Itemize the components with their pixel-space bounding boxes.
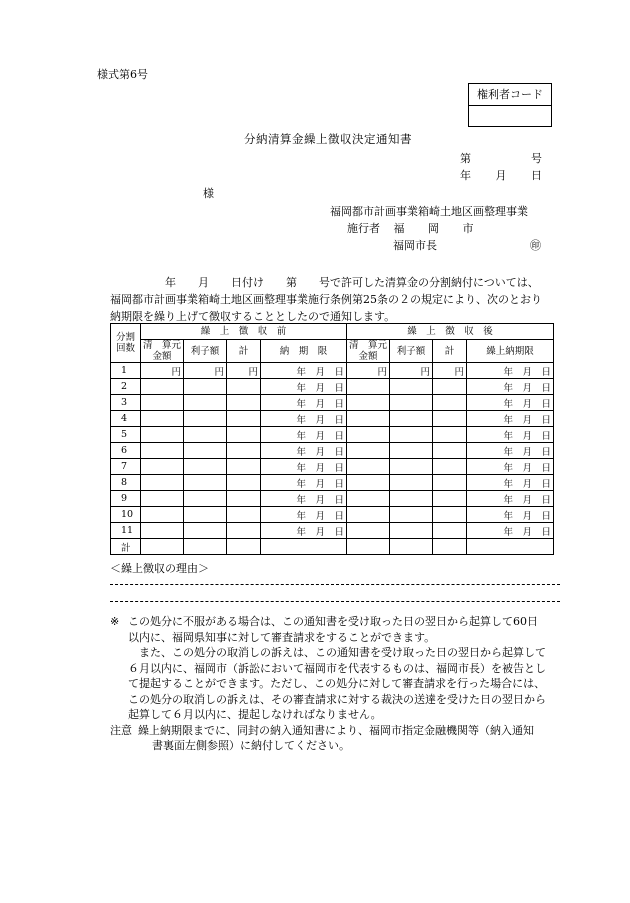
before-principal-total bbox=[141, 539, 184, 555]
table-row bbox=[111, 475, 554, 491]
before-due-date-cell: 年 月 日 bbox=[261, 459, 347, 475]
after-interest-cell bbox=[390, 523, 433, 539]
table-row bbox=[111, 379, 554, 395]
after-principal-cell bbox=[347, 459, 390, 475]
before-principal-header: 清 算元金額 bbox=[141, 340, 184, 363]
before-interest-cell: 円 bbox=[184, 363, 227, 379]
payment-caution-note bbox=[110, 723, 560, 754]
after-principal-cell bbox=[347, 507, 390, 523]
before-due-date-cell: 年 月 日 bbox=[261, 475, 347, 491]
installment-number: 5 bbox=[111, 427, 141, 443]
total-label: 計 bbox=[111, 539, 141, 555]
installment-number: 11 bbox=[111, 523, 141, 539]
note-line: ６月以内に、福岡市（訴訟において福岡市を代表するものは、福岡市長）を被告とし bbox=[128, 661, 546, 675]
before-total-cell bbox=[227, 507, 261, 523]
note-line: 繰上納期限までに、同封の納入通知書により、福岡市指定金融機関等（納入通知 bbox=[138, 723, 534, 737]
caution-mark: 注意 bbox=[110, 723, 132, 737]
before-interest-cell bbox=[184, 379, 227, 395]
table-row bbox=[111, 363, 554, 379]
after-interest-cell bbox=[390, 459, 433, 475]
body-line-3: 納期限を繰り上げて徴収することとしたので通知します。 bbox=[110, 310, 396, 323]
after-interest-cell bbox=[390, 395, 433, 411]
table-row bbox=[111, 491, 554, 507]
installment-number: 10 bbox=[111, 507, 141, 523]
before-interest-cell bbox=[184, 411, 227, 427]
rights-holder-code-box bbox=[468, 83, 552, 127]
before-interest-cell bbox=[184, 427, 227, 443]
after-principal-cell bbox=[347, 475, 390, 491]
after-due-date-header: 繰上納期限 bbox=[467, 340, 554, 363]
after-due-date-cell: 年 月 日 bbox=[467, 475, 554, 491]
after-due-date-cell: 年 月 日 bbox=[467, 507, 554, 523]
before-due-date-cell: 年 月 日 bbox=[261, 363, 347, 379]
rights-holder-code-label: 権利者コード bbox=[469, 84, 551, 106]
before-interest-cell bbox=[184, 443, 227, 459]
before-interest-cell bbox=[184, 507, 227, 523]
before-interest-cell bbox=[184, 491, 227, 507]
after-principal-cell: 円 bbox=[347, 363, 390, 379]
after-acceleration-header: 繰 上 徴 収 後 bbox=[347, 324, 554, 340]
after-interest-cell bbox=[390, 411, 433, 427]
after-principal-header: 清 算元金額 bbox=[347, 340, 390, 363]
note-mark: ※ bbox=[110, 615, 120, 628]
before-principal-cell bbox=[141, 395, 184, 411]
note-line: て提起することができます。ただし、この処分に対して審査請求を行った場合には、 bbox=[128, 677, 546, 690]
before-total-total bbox=[227, 539, 261, 555]
table-row bbox=[111, 427, 554, 443]
before-interest-cell bbox=[184, 459, 227, 475]
after-interest-cell bbox=[390, 491, 433, 507]
issuer-name-b: 岡 bbox=[428, 222, 439, 235]
issuer-title: 福岡市長 bbox=[393, 239, 437, 252]
installment-number-header: 分割回数 bbox=[111, 324, 141, 363]
before-total-cell: 円 bbox=[227, 363, 261, 379]
table-total-row bbox=[111, 539, 554, 555]
after-principal-cell bbox=[347, 427, 390, 443]
installment-number: 2 bbox=[111, 379, 141, 395]
table-row bbox=[111, 523, 554, 539]
notice-body bbox=[110, 274, 558, 325]
installment-schedule-table bbox=[110, 323, 554, 555]
document-date-line bbox=[460, 167, 542, 183]
before-due-date-cell: 年 月 日 bbox=[261, 395, 347, 411]
before-interest-cell bbox=[184, 395, 227, 411]
after-principal-cell bbox=[347, 443, 390, 459]
before-due-date-cell: 年 月 日 bbox=[261, 523, 347, 539]
body-indent bbox=[110, 276, 165, 289]
date-day: 日 bbox=[531, 169, 542, 182]
after-principal-total bbox=[347, 539, 390, 555]
after-due-date-cell: 年 月 日 bbox=[467, 411, 554, 427]
before-principal-cell bbox=[141, 427, 184, 443]
after-interest-cell bbox=[390, 427, 433, 443]
reason-line-1 bbox=[110, 584, 560, 585]
before-principal-cell bbox=[141, 411, 184, 427]
after-principal-cell bbox=[347, 379, 390, 395]
before-principal-cell bbox=[141, 507, 184, 523]
before-principal-cell bbox=[141, 443, 184, 459]
issuer-name-c: 市 bbox=[462, 222, 474, 235]
table-row bbox=[111, 395, 554, 411]
notes-section bbox=[110, 614, 560, 754]
before-total-cell bbox=[227, 523, 261, 539]
before-due-date-cell: 年 月 日 bbox=[261, 443, 347, 459]
document-number-line bbox=[460, 150, 542, 166]
body-line-2: 福岡都市計画事業箱崎土地区画整理事業施行条例第25条の２の規定により、次のとおり bbox=[110, 293, 542, 306]
after-due-date-cell: 年 月 日 bbox=[467, 443, 554, 459]
addressee-honorific: 様 bbox=[203, 187, 214, 200]
before-due-date-cell: 年 月 日 bbox=[261, 507, 347, 523]
before-total-cell bbox=[227, 443, 261, 459]
before-principal-cell bbox=[141, 475, 184, 491]
note-line: また、この処分の取消しの訴えは、この通知書を受け取った日の翌日から起算して bbox=[139, 646, 546, 659]
installment-number: 9 bbox=[111, 491, 141, 507]
number-prefix: 第 bbox=[460, 152, 471, 165]
table-row bbox=[111, 507, 554, 523]
after-due-date-cell: 年 月 日 bbox=[467, 491, 554, 507]
issuer-role: 施行者 bbox=[347, 222, 380, 235]
after-due-date-cell: 年 月 日 bbox=[467, 427, 554, 443]
after-total-cell bbox=[433, 395, 467, 411]
table-row bbox=[111, 459, 554, 475]
after-principal-cell bbox=[347, 523, 390, 539]
note-line: 起算して６月以内に、提起しなければなりません。 bbox=[128, 708, 382, 721]
installment-number: 4 bbox=[111, 411, 141, 427]
after-interest-cell bbox=[390, 379, 433, 395]
after-interest-cell: 円 bbox=[390, 363, 433, 379]
before-total-cell bbox=[227, 411, 261, 427]
before-interest-cell bbox=[184, 523, 227, 539]
before-due-date-cell: 年 月 日 bbox=[261, 491, 347, 507]
before-principal-cell bbox=[141, 459, 184, 475]
date-month: 月 bbox=[495, 169, 507, 182]
before-total-cell bbox=[227, 491, 261, 507]
before-due-date-cell: 年 月 日 bbox=[261, 379, 347, 395]
issuer-project-name: 福岡都市計画事業箱崎土地区画整理事業 bbox=[330, 205, 528, 218]
document-title: 分納清算金繰上徴収決定通知書 bbox=[244, 132, 412, 146]
reason-line-2 bbox=[110, 601, 560, 602]
after-principal-cell bbox=[347, 491, 390, 507]
after-principal-cell bbox=[347, 395, 390, 411]
after-total-cell bbox=[433, 379, 467, 395]
installment-number: 6 bbox=[111, 443, 141, 459]
after-due-date-cell: 年 月 日 bbox=[467, 523, 554, 539]
after-interest-cell bbox=[390, 475, 433, 491]
after-total-total bbox=[433, 539, 467, 555]
before-total-cell bbox=[227, 379, 261, 395]
after-interest-header: 利子額 bbox=[390, 340, 433, 363]
note-line: この処分に不服がある場合は、この通知書を受け取った日の翌日から起算して60日 bbox=[128, 615, 538, 628]
before-total-cell bbox=[227, 475, 261, 491]
before-acceleration-header: 繰 上 徴 収 前 bbox=[141, 324, 347, 340]
table-row bbox=[111, 411, 554, 427]
issuer-name-a: 福 bbox=[393, 222, 405, 235]
after-principal-cell bbox=[347, 411, 390, 427]
before-due-date-cell: 年 月 日 bbox=[261, 411, 347, 427]
after-interest-total bbox=[390, 539, 433, 555]
after-total-header: 計 bbox=[433, 340, 467, 363]
after-due-date-cell: 年 月 日 bbox=[467, 363, 554, 379]
note-line: この処分の取消しの訴えは、その審査請求に対する裁決の送達を受けた日の翌日から bbox=[128, 692, 546, 706]
before-due-date-header: 納 期 限 bbox=[261, 340, 347, 363]
form-number: 様式第6号 bbox=[97, 68, 148, 81]
before-interest-cell bbox=[184, 475, 227, 491]
reason-label: ＜繰上徴収の理由＞ bbox=[110, 562, 209, 575]
note-line: 書裏面左側参照）に納付してください。 bbox=[152, 739, 350, 752]
before-due-date-cell: 年 月 日 bbox=[261, 427, 347, 443]
seal-mark: ㊞ bbox=[530, 239, 541, 252]
body-line-1: 年 月 日付け 第 号で許可した清算金の分割納付については、 bbox=[165, 276, 539, 289]
before-principal-cell bbox=[141, 379, 184, 395]
appeal-note bbox=[110, 614, 560, 723]
after-total-cell: 円 bbox=[433, 363, 467, 379]
after-due-date-cell: 年 月 日 bbox=[467, 459, 554, 475]
note-line: 以内に、福岡県知事に対して審査請求をすることができます。 bbox=[128, 630, 436, 644]
after-total-cell bbox=[433, 443, 467, 459]
after-interest-cell bbox=[390, 443, 433, 459]
before-total-cell bbox=[227, 395, 261, 411]
after-total-cell bbox=[433, 507, 467, 523]
before-principal-cell bbox=[141, 491, 184, 507]
installment-number: 1 bbox=[111, 363, 141, 379]
installment-number: 3 bbox=[111, 395, 141, 411]
after-total-cell bbox=[433, 475, 467, 491]
before-interest-total bbox=[184, 539, 227, 555]
before-interest-header: 利子額 bbox=[184, 340, 227, 363]
table-row bbox=[111, 443, 554, 459]
date-year: 年 bbox=[460, 169, 471, 182]
before-due-date-total bbox=[261, 539, 347, 555]
installment-number: 8 bbox=[111, 475, 141, 491]
after-due-date-cell: 年 月 日 bbox=[467, 379, 554, 395]
after-interest-cell bbox=[390, 507, 433, 523]
after-total-cell bbox=[433, 411, 467, 427]
number-suffix: 号 bbox=[531, 152, 542, 165]
after-total-cell bbox=[433, 491, 467, 507]
after-total-cell bbox=[433, 459, 467, 475]
before-total-cell bbox=[227, 427, 261, 443]
after-due-date-total bbox=[467, 539, 554, 555]
after-total-cell bbox=[433, 523, 467, 539]
after-due-date-cell: 年 月 日 bbox=[467, 395, 554, 411]
issuer-line bbox=[347, 220, 474, 236]
installment-number: 7 bbox=[111, 459, 141, 475]
before-principal-cell bbox=[141, 523, 184, 539]
after-total-cell bbox=[433, 427, 467, 443]
before-total-header: 計 bbox=[227, 340, 261, 363]
before-total-cell bbox=[227, 459, 261, 475]
before-principal-cell: 円 bbox=[141, 363, 184, 379]
